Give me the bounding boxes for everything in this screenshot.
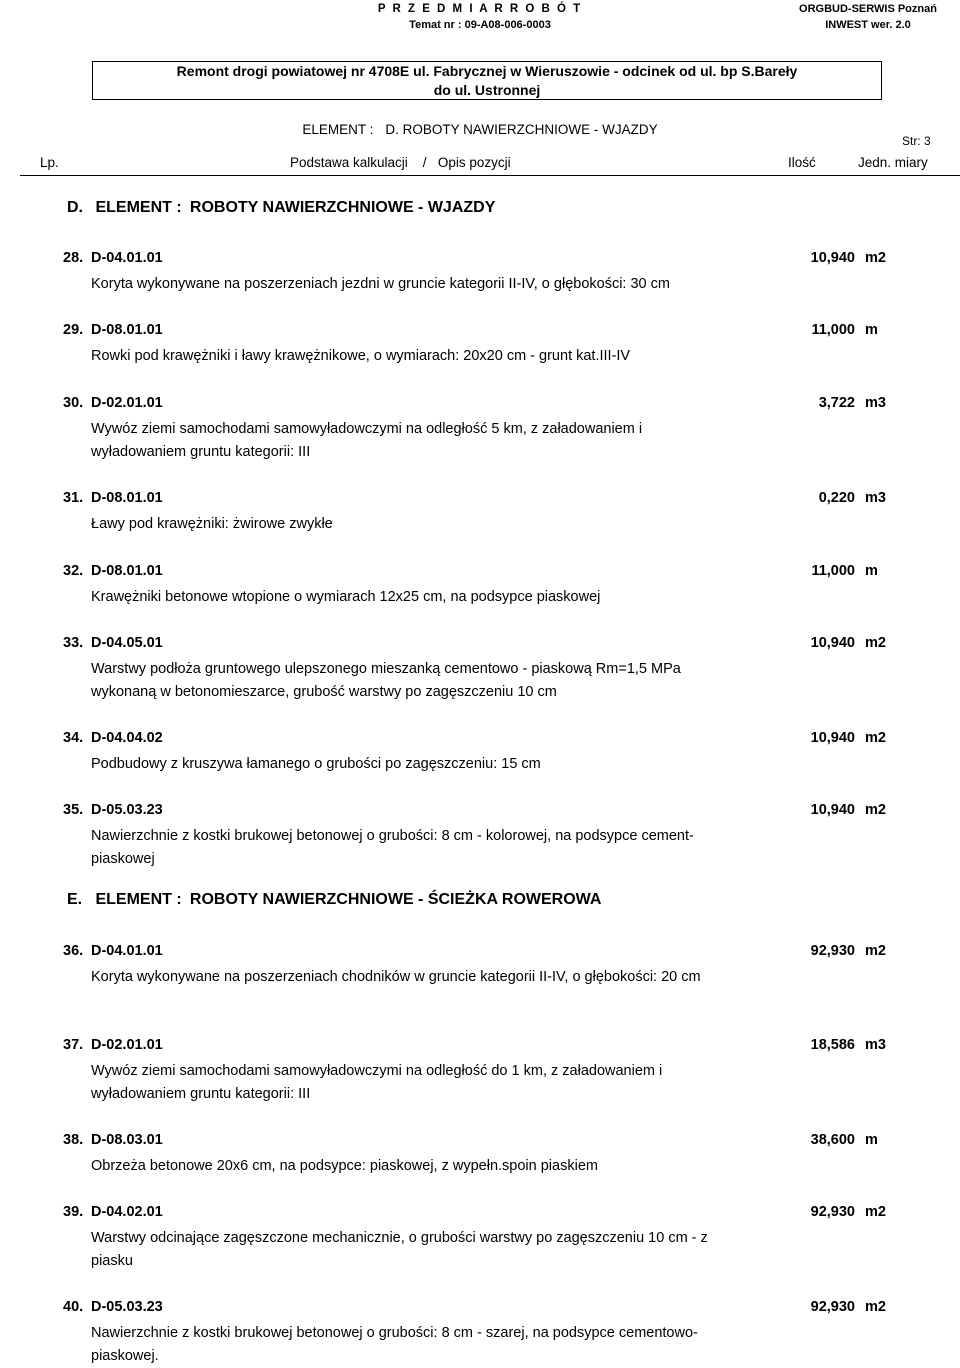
item-code: D-08.01.01 <box>91 490 163 506</box>
page-number <box>902 134 931 148</box>
item-unit: m3 <box>865 1037 886 1053</box>
item-description: Obrzeża betonowe 20x6 cm, na podsypce: piaskowej, z wypełn.spoin piaskiem <box>91 1158 598 1174</box>
section-title: ROBOTY NAWIERZCHNIOWE - WJAZDY <box>189 199 496 216</box>
item-code: D-02.01.01 <box>91 1037 163 1053</box>
item-code: D-05.03.23 <box>91 1299 163 1315</box>
item-description: Wywóz ziemi samochodami samowyładowczymi na odległość 5 km, z załadowaniem i wyładowaniem gruntu kategorii: III <box>91 421 643 460</box>
item-unit: m2 <box>865 635 886 651</box>
item-code: D-04.02.01 <box>91 1204 163 1220</box>
project-title-box <box>92 61 882 100</box>
item-number: 32. <box>63 563 84 579</box>
item-description: Koryta wykonywane na poszerzeniach chodników w gruncie kategorii II-IV, o głębokości: 20 cm <box>91 969 701 985</box>
item-quantity: 10,940 <box>810 730 855 746</box>
item-number: 29. <box>63 322 84 338</box>
element-heading <box>0 122 960 137</box>
section-code: E. <box>67 891 83 908</box>
project-title-line-1: Remont drogi powiatowej nr 4708E ul. Fabrycznej w Wieruszowie - odcinek od ul. bp S.Bareły <box>176 62 798 79</box>
item-code: D-08.01.01 <box>91 563 163 579</box>
item-description: Wywóz ziemi samochodami samowyładowczymi na odległość do 1 km, z załadowaniem i wyładowaniem gruntu kategorii: III <box>91 1063 663 1102</box>
section-label: ELEMENT : <box>95 891 182 908</box>
item-quantity: 11,000 <box>811 322 855 338</box>
item-description: Koryta wykonywane na poszerzeniach jezdni w gruncie kategorii II-IV, o głębokości: 30 cm <box>91 276 670 292</box>
item-description: Nawierzchnie z kostki brukowej betonowej o grubości: 8 cm - kolorowej, na podsypce cement-piaskowej <box>91 828 694 867</box>
item-code: D-08.03.01 <box>91 1132 163 1148</box>
page-value: 3 <box>924 134 931 148</box>
item-code: D-05.03.23 <box>91 802 163 818</box>
column-header-basis: Podstawa kalkulacji / Opis pozycji <box>290 155 511 170</box>
item-description: Krawężniki betonowe wtopione o wymiarach 12x25 cm, na podsypce piaskowej <box>91 589 601 605</box>
item-unit: m2 <box>865 943 886 959</box>
item-quantity: 3,722 <box>818 395 855 411</box>
section-heading <box>67 199 495 217</box>
document-title: P R Z E D M I A R R O B Ó T <box>377 3 583 15</box>
item-description: Warstwy podłoża gruntowego ulepszonego mieszanką cementowo - piaskową Rm=1,5 MPa wykonaną w betonomieszarce, grubość warstwy po zagęszczeniu 10 cm <box>91 661 681 700</box>
item-unit: m2 <box>865 730 886 746</box>
item-number: 34. <box>63 730 84 746</box>
item-description: Warstwy odcinające zagęszczone mechanicznie, o grubości warstwy po zagęszczeniu 10 cm - z piasku <box>91 1230 708 1269</box>
header-divider <box>20 175 960 176</box>
item-unit: m <box>865 322 878 338</box>
item-quantity: 0,220 <box>818 490 855 506</box>
item-quantity: 10,940 <box>810 802 855 818</box>
document-topic: Temat nr : 09-A08-006-0003 <box>409 19 551 31</box>
item-code: D-04.05.01 <box>91 635 163 651</box>
item-description: Podbudowy z kruszywa łamanego o grubości po zagęszczeniu: 15 cm <box>91 756 541 772</box>
item-quantity: 18,586 <box>810 1037 855 1053</box>
project-title-line-2: do ul. Ustronnej <box>433 81 541 98</box>
item-code: D-04.01.01 <box>91 943 163 959</box>
section-code: D. <box>67 199 83 216</box>
item-description: Ławy pod krawężniki: żwirowe zwykłe <box>91 516 333 532</box>
item-code: D-08.01.01 <box>91 322 163 338</box>
column-header-quantity: Ilość <box>788 155 816 170</box>
item-quantity: 92,930 <box>810 943 855 959</box>
item-quantity: 10,940 <box>810 635 855 651</box>
item-number: 31. <box>63 490 84 506</box>
item-quantity: 11,000 <box>811 563 855 579</box>
column-header-lp: Lp. <box>40 155 59 170</box>
element-name: D. ROBOTY NAWIERZCHNIOWE - WJAZDY <box>385 122 658 137</box>
item-number: 28. <box>63 250 84 266</box>
item-number: 33. <box>63 635 84 651</box>
company-name: ORGBUD-SERWIS Poznań <box>799 3 937 15</box>
item-unit: m2 <box>865 250 886 266</box>
item-unit: m2 <box>865 1204 886 1220</box>
item-number: 30. <box>63 395 84 411</box>
item-number: 40. <box>63 1299 84 1315</box>
item-description: Rowki pod krawężniki i ławy krawężnikowe, o wymiarach: 20x20 cm - grunt kat.III-IV <box>91 348 631 364</box>
item-quantity: 10,940 <box>810 250 855 266</box>
section-heading <box>67 891 601 909</box>
software-version: INWEST wer. 2.0 <box>825 19 911 31</box>
page-label: Str: <box>902 134 921 148</box>
item-unit: m2 <box>865 802 886 818</box>
item-code: D-02.01.01 <box>91 395 163 411</box>
item-number: 39. <box>63 1204 84 1220</box>
item-quantity: 92,930 <box>810 1204 855 1220</box>
column-header-unit: Jedn. miary <box>858 155 928 170</box>
item-code: D-04.04.02 <box>91 730 163 746</box>
item-code: D-04.01.01 <box>91 250 163 266</box>
item-quantity: 38,600 <box>810 1132 855 1148</box>
item-number: 37. <box>63 1037 84 1053</box>
item-number: 35. <box>63 802 84 818</box>
item-number: 38. <box>63 1132 84 1148</box>
item-unit: m <box>865 1132 878 1148</box>
section-title: ROBOTY NAWIERZCHNIOWE - ŚCIEŻKA ROWEROWA <box>189 891 602 908</box>
item-quantity: 92,930 <box>810 1299 855 1315</box>
section-label: ELEMENT : <box>95 199 182 216</box>
element-label: ELEMENT : <box>302 122 374 137</box>
item-number: 36. <box>63 943 84 959</box>
item-description: Nawierzchnie z kostki brukowej betonowej o grubości: 8 cm - szarej, na podsypce cementowo-piaskowej. <box>91 1325 698 1364</box>
item-unit: m2 <box>865 1299 886 1315</box>
item-unit: m <box>865 563 878 579</box>
item-unit: m3 <box>865 395 886 411</box>
item-unit: m3 <box>865 490 886 506</box>
